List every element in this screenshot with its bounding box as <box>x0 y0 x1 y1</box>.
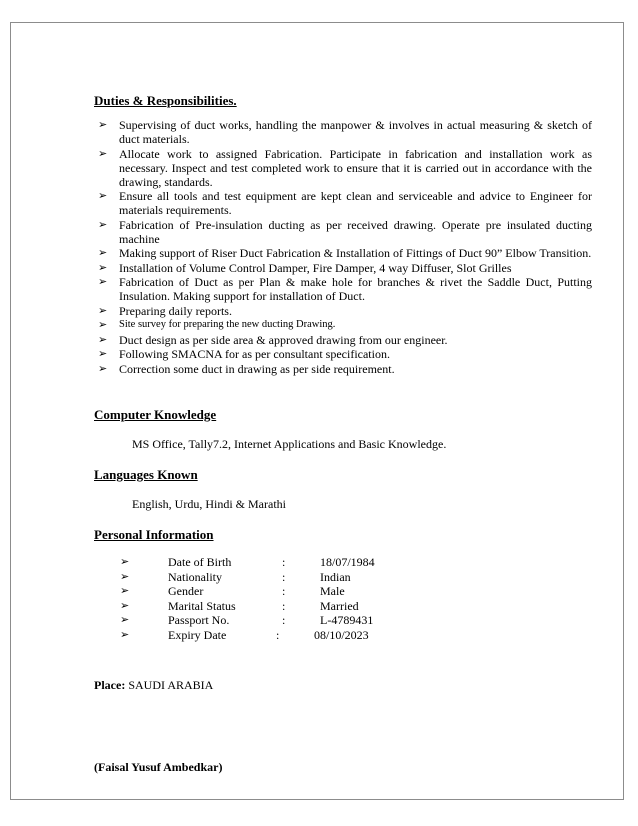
signature-name: (Faisal Yusuf Ambedkar) <box>94 760 223 774</box>
list-item: ➢ Allocate work to assigned Fabrication. Participate in fabrication and installation work as necessary. Inspect and test completed work to ensure that it is carried out in accordance with the drawing, standards. <box>98 146 592 189</box>
list-item: ➢ Installation of Volume Control Damper, Fire Damper, 4 way Diffuser, Slot Grilles <box>98 260 512 275</box>
languages-heading: Languages Known <box>94 467 198 482</box>
list-item: ➢ Following SMACNA for as per consultant specification. <box>98 347 390 361</box>
arrow-bullet-icon: ➢ <box>98 190 108 202</box>
arrow-bullet-icon: ➢ <box>98 247 108 259</box>
list-item: ➢ Passport No. : L-4789431 <box>120 613 374 627</box>
computer-text: MS Office, Tally7.2, Internet Applications and Basic Knowledge. <box>132 437 447 451</box>
arrow-bullet-icon: ➢ <box>98 119 108 131</box>
arrow-bullet-icon: ➢ <box>120 585 130 597</box>
arrow-bullet-icon: ➢ <box>98 362 108 375</box>
list-item: ➢ Duct design as per side area & approved drawing from our engineer. <box>98 332 448 347</box>
arrow-bullet-icon: ➢ <box>98 348 108 360</box>
list-item: ➢ Date of Birth : 18/07/1984 <box>120 555 375 569</box>
arrow-bullet-icon: ➢ <box>120 628 130 641</box>
list-item: ➢ Correction some duct in drawing as per side requirement. <box>98 361 395 376</box>
place-value: SAUDI ARABIA <box>125 678 214 692</box>
list-item: ➢ Fabrication of Duct as per Plan & make hole for branches & rivet the Saddle Duct, Putting Insulation. Making support for installation of Duct. <box>98 275 592 303</box>
arrow-bullet-icon: ➢ <box>120 614 130 626</box>
arrow-bullet-icon: ➢ <box>98 304 108 317</box>
arrow-bullet-icon: ➢ <box>98 218 108 231</box>
languages-text: English, Urdu, Hindi & Marathi <box>132 497 286 511</box>
list-item: ➢ Marital Status : Married <box>120 598 359 613</box>
arrow-bullet-icon: ➢ <box>120 570 130 583</box>
list-item: ➢ Fabrication of Pre-insulation ducting as per received drawing. Operate pre insulated ducting machine <box>98 217 592 246</box>
list-item: ➢ Making support of Riser Duct Fabrication & Installation of Fittings of Duct 90” Elbow Transition. <box>98 246 592 260</box>
arrow-bullet-icon: ➢ <box>98 147 108 160</box>
arrow-bullet-icon: ➢ <box>98 276 108 288</box>
arrow-bullet-icon: ➢ <box>120 556 130 568</box>
duties-heading: Duties & Responsibilities. <box>94 93 237 108</box>
computer-heading: Computer Knowledge <box>94 407 217 422</box>
arrow-bullet-icon: ➢ <box>98 333 108 346</box>
list-item: ➢ Nationality : Indian <box>120 569 351 584</box>
duties-list <box>94 118 592 376</box>
list-item: ➢ Gender : Male <box>120 584 345 598</box>
arrow-bullet-icon: ➢ <box>98 261 108 274</box>
list-item: ➢ Preparing daily reports. <box>98 303 232 318</box>
place-label: Place: <box>94 678 126 692</box>
arrow-bullet-icon: ➢ <box>120 599 130 612</box>
list-item: ➢ Expiry Date : 08/10/2023 <box>120 627 369 642</box>
personal-info-list <box>120 555 540 642</box>
list-item: ➢ Site survey for preparing the new ducting Drawing. <box>98 319 336 331</box>
list-item: ➢ Ensure all tools and test equipment are kept clean and serviceable and advice to Engineer for materials requirements. <box>98 189 592 217</box>
arrow-bullet-icon: ➢ <box>98 319 108 331</box>
personal-heading: Personal Information <box>94 527 214 542</box>
place-line <box>94 678 213 693</box>
list-item: ➢ Supervising of duct works, handling the manpower & involves in actual measuring & sketch of duct materials. <box>98 118 592 146</box>
